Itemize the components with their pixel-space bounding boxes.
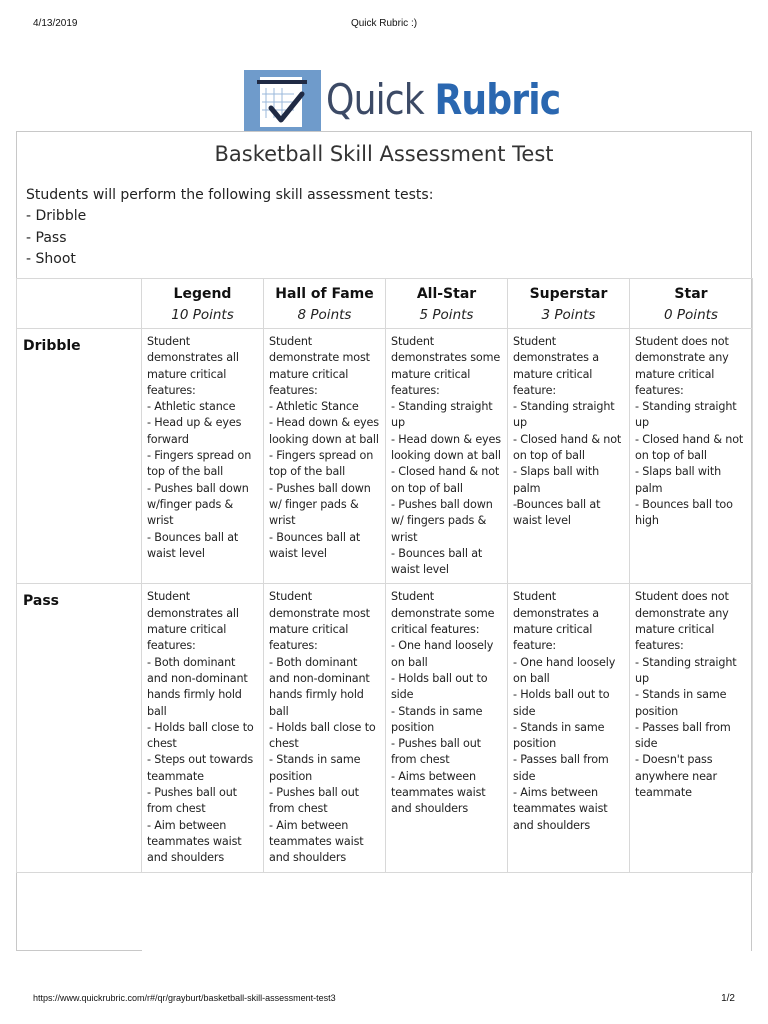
level-header: [630, 279, 753, 329]
frame-bottom-rule: [16, 950, 142, 951]
print-page-number: 1/2: [721, 993, 735, 1004]
level-header: [508, 279, 630, 329]
logo-word-rubric: Rubric: [434, 75, 561, 124]
rubric-cell: Student demonstrate some critical features: - One hand loosely on ball - Holds ball out to side - Stands in same position - Pushes ball out from chest - Aims between teammates waist and shoulders: [386, 584, 508, 872]
level-name: All-Star: [416, 286, 477, 302]
level-points: 8 Points: [297, 307, 352, 323]
level-name: Legend: [173, 286, 232, 302]
level-header: [142, 279, 264, 329]
rubric-title: Basketball Skill Assessment Test: [214, 142, 554, 166]
level-points: 10 Points: [171, 307, 234, 323]
print-footer: [33, 993, 735, 1007]
rubric-cell: Student does not demonstrate any mature critical features: - Standing straight up - Stands in same position - Passes ball from side - Doesn't pass anywhere near teammate: [630, 584, 753, 872]
rubric-cell: Student demonstrates a mature critical feature: - Standing straight up - Closed hand & not on top of ball - Slaps ball with palm -Bounces ball at waist level: [508, 329, 630, 584]
criterion-name: Dribble: [17, 329, 142, 584]
criterion-name: Pass: [17, 584, 142, 872]
rubric-intro: [26, 185, 433, 270]
rubric-row-dribble: [17, 329, 753, 584]
print-page-title: Quick Rubric :): [350, 18, 418, 29]
rubric-cell: Student demonstrates all mature critical features: - Athletic stance - Head up & eyes forward - Fingers spread on top of the ball - Pushes ball down w/finger pads & wrist - Bounces ball at waist level: [142, 329, 264, 584]
intro-test-item: - Pass: [26, 229, 67, 246]
quick-rubric-logo: [244, 70, 561, 132]
rubric-cell: Student demonstrates a mature critical feature: - One hand loosely on ball - Holds ball out to side - Stands in same position - Passes ball from side - Aims between teammates waist and shoulders: [508, 584, 630, 872]
level-points: 5 Points: [419, 307, 474, 323]
level-header: [386, 279, 508, 329]
level-points: 0 Points: [664, 307, 718, 323]
rubric-corner-cell: [17, 279, 142, 329]
checklist-check-icon: [244, 70, 321, 132]
level-points: 3 Points: [541, 307, 596, 323]
print-date: 4/13/2019: [33, 18, 78, 29]
intro-text: Students will perform the following skill assessment tests:: [26, 187, 434, 203]
rubric-cell: Student demonstrates some mature critical features: - Standing straight up - Head down & eyes looking down at ball - Closed hand & not on top of ball - Pushes ball down w/ fingers pads & wrist - Bounces ball at waist level: [386, 329, 508, 584]
level-header: [264, 279, 386, 329]
intro-test-item: - Shoot: [26, 250, 76, 267]
rubric-cell: Student demonstrates all mature critical features: - Both dominant and non-dominant hands firmly hold ball - Holds ball close to chest - Steps out towards teammate - Pushes ball out from chest - Aim between teammates waist and shoulders: [142, 584, 264, 872]
rubric-cell: Student demonstrate most mature critical features: - Both dominant and non-dominant hands firmly hold ball - Holds ball close to chest - Stands in same position - Pushes ball out from chest - Aim between teammates waist and shoulders: [264, 584, 386, 872]
level-name: Hall of Fame: [275, 286, 374, 302]
logo-wordmark: [326, 74, 560, 126]
intro-test-item: - Dribble: [26, 208, 87, 225]
level-name: Star: [674, 286, 708, 302]
rubric-table-wrapper: [16, 278, 752, 873]
print-header: [33, 18, 735, 32]
level-name: Superstar: [529, 286, 608, 302]
print-url: https://www.quickrubric.com/r#/qr/grayburt/basketball-skill-assessment-test3: [33, 993, 336, 1003]
rubric-cell: Student does not demonstrate any mature critical features: - Standing straight up - Closed hand & not on top of ball - Slaps ball with palm - Bounces ball too high: [630, 329, 753, 584]
rubric-row-pass: [17, 584, 753, 872]
logo-word-quick: Quick: [326, 75, 424, 124]
rubric-cell: Student demonstrate most mature critical features: - Athletic Stance - Head down & eyes looking down at ball - Fingers spread on top of the ball - Pushes ball down w/ finger pads & wrist - Bounces ball at waist level: [264, 329, 386, 584]
rubric-header-row: [17, 279, 753, 329]
rubric-table: [16, 278, 753, 873]
